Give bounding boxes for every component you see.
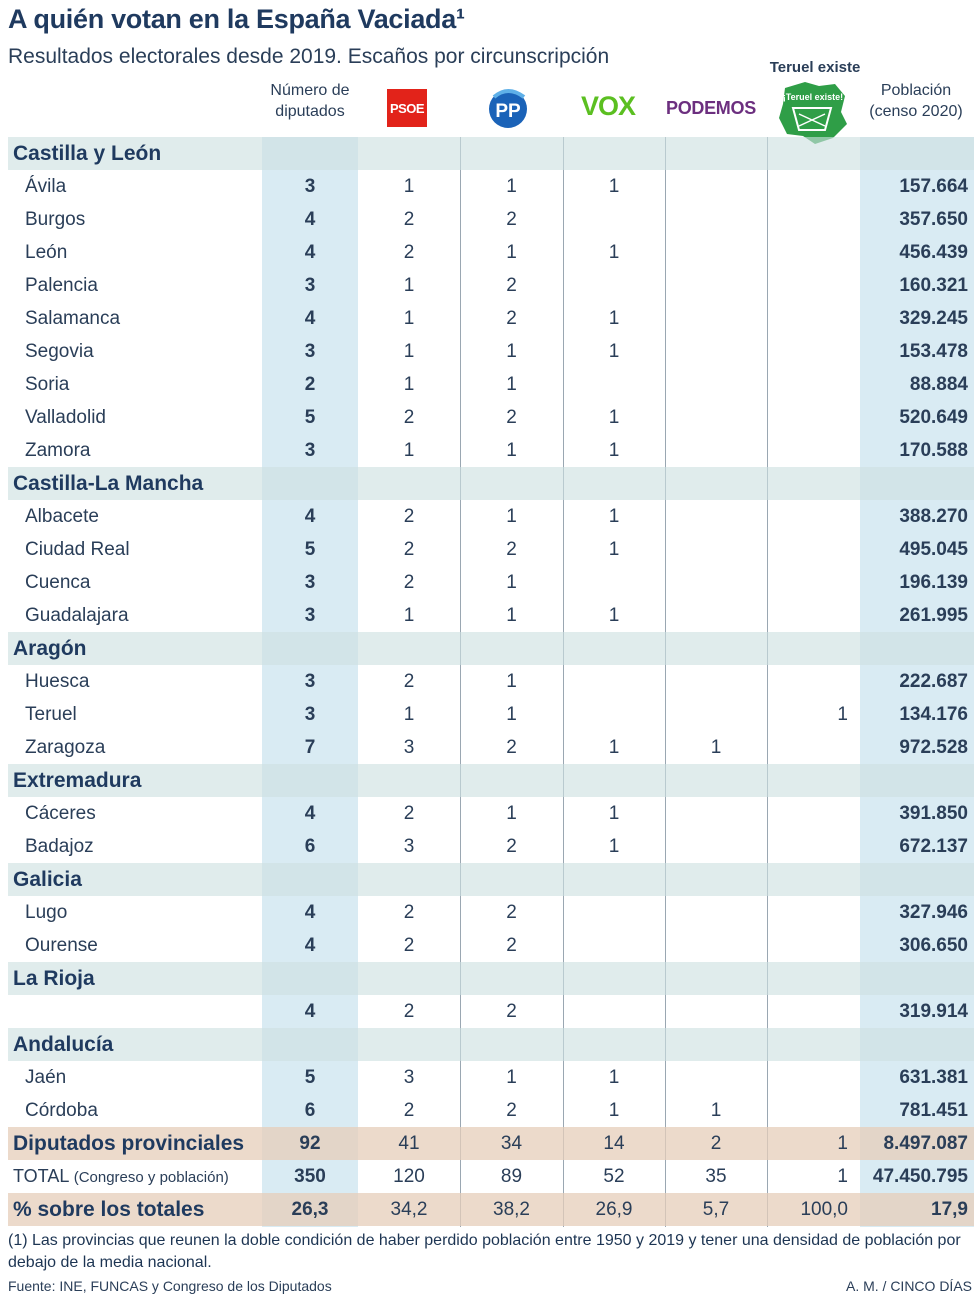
vox-logo: VOX — [581, 91, 636, 121]
cell-num: 6 — [304, 836, 316, 857]
cell-vox: 1 — [608, 605, 620, 626]
cell-psoe: 3 — [403, 1067, 415, 1088]
pp-logo-text: PP — [495, 101, 521, 122]
cell-pp: 2 — [506, 308, 517, 329]
province-label: León — [25, 242, 68, 263]
cell-vox: 1 — [608, 308, 620, 329]
cell-pop: 17,9 — [931, 1199, 968, 1220]
cell-pp: 2 — [506, 539, 517, 560]
summary-row-total — [8, 1160, 974, 1193]
cell-vox — [563, 269, 665, 302]
cell-vox — [563, 995, 665, 1028]
cell-ter: 1 — [837, 1166, 848, 1187]
cell-num: 4 — [304, 209, 316, 230]
cell-pop: 88.884 — [909, 374, 968, 395]
cell-pod — [665, 665, 767, 698]
cell-vox: 1 — [608, 176, 620, 197]
cell-psoe: 1 — [403, 176, 415, 197]
cell-num: 6 — [304, 1100, 316, 1121]
cell-pod — [665, 368, 767, 401]
region-row — [8, 962, 974, 995]
province-label: Jaén — [25, 1067, 67, 1088]
cell-pop: 319.914 — [899, 1001, 968, 1022]
cell-pp: 1 — [506, 704, 517, 725]
table-row — [8, 434, 974, 467]
cell-pp: 2 — [506, 209, 517, 230]
cell-pop: 170.588 — [899, 440, 968, 461]
page-title: A quién votan en la España Vaciada¹ — [8, 4, 465, 34]
cell-psoe: 2 — [403, 902, 415, 923]
header-num-diputados: Número de diputados — [270, 82, 350, 120]
cell-pp: 89 — [500, 1166, 523, 1187]
cell-ter — [767, 500, 860, 533]
province-label: Soria — [25, 374, 70, 395]
province-label: Burgos — [25, 209, 86, 230]
cell-num: 5 — [304, 539, 316, 560]
cell-vox: 1 — [608, 1067, 620, 1088]
cell-pop: 781.451 — [899, 1100, 968, 1121]
cell-pop: 134.176 — [899, 704, 968, 725]
summary-label — [13, 1127, 244, 1160]
cell-num: 2 — [304, 374, 316, 395]
cell-ter — [767, 302, 860, 335]
cell-psoe: 2 — [403, 935, 415, 956]
cell-vox: 1 — [608, 407, 620, 428]
province-label: Córdoba — [25, 1100, 98, 1121]
cell-pop: 47.450.795 — [872, 1166, 968, 1187]
cell-num: 3 — [304, 671, 316, 692]
cell-pp: 1 — [506, 440, 517, 461]
header-poblacion: Población (censo 2020) — [869, 82, 963, 120]
table-row — [8, 269, 974, 302]
cell-pod — [665, 1061, 767, 1094]
cell-pp: 2 — [506, 1100, 517, 1121]
table-row — [8, 500, 974, 533]
cell-ter — [767, 1094, 860, 1127]
cell-pod — [665, 302, 767, 335]
cell-num: 4 — [304, 935, 316, 956]
cell-ter — [767, 170, 860, 203]
cell-psoe: 1 — [403, 704, 415, 725]
cell-pop: 391.850 — [899, 803, 968, 824]
cell-ter — [767, 797, 860, 830]
cell-psoe: 2 — [403, 506, 415, 527]
cell-ter — [767, 203, 860, 236]
summary-label — [13, 1193, 204, 1226]
cell-psoe: 1 — [403, 341, 415, 362]
cell-vox — [563, 698, 665, 731]
cell-ter — [767, 929, 860, 962]
province-label: Cuenca — [25, 572, 91, 593]
cell-pp: 1 — [506, 374, 517, 395]
cell-num: 4 — [304, 1001, 316, 1022]
cell-pp: 1 — [506, 572, 517, 593]
teruel-logo-text: ¡Teruel existe! — [782, 92, 844, 102]
cell-pp: 2 — [506, 737, 517, 758]
province-label: Valladolid — [25, 407, 106, 428]
cell-pop: 157.664 — [899, 176, 968, 197]
table-row — [8, 929, 974, 962]
cell-pop: 222.687 — [899, 671, 968, 692]
cell-psoe: 2 — [403, 572, 415, 593]
table-row — [8, 533, 974, 566]
province-label: Segovia — [25, 341, 94, 362]
cell-num: 4 — [304, 242, 316, 263]
cell-num: 350 — [294, 1166, 326, 1187]
cell-pop: 153.478 — [899, 341, 968, 362]
cell-pod — [665, 797, 767, 830]
province-label: Zaragoza — [25, 737, 106, 758]
cell-num: 4 — [304, 803, 316, 824]
table-row — [8, 566, 974, 599]
summary-label-text: % sobre los totales — [13, 1198, 205, 1221]
cell-pop: 261.995 — [899, 605, 968, 626]
cell-psoe: 2 — [403, 407, 415, 428]
cell-psoe: 1 — [403, 440, 415, 461]
summary-row-pct — [8, 1193, 974, 1226]
province-label: Teruel — [25, 704, 77, 725]
cell-psoe: 1 — [403, 605, 415, 626]
table-row — [8, 236, 974, 269]
cell-ter: 100,0 — [800, 1199, 848, 1220]
region-row — [8, 632, 974, 665]
cell-pp: 1 — [506, 506, 517, 527]
cell-vox — [563, 665, 665, 698]
province-label: Palencia — [25, 275, 98, 296]
region-row — [8, 764, 974, 797]
credit-note: A. M. / CINCO DÍAS — [845, 1278, 972, 1294]
cell-pop: 631.381 — [899, 1067, 968, 1088]
cell-pop: 972.528 — [899, 737, 968, 758]
cell-pod: 35 — [705, 1166, 727, 1187]
province-label: Salamanca — [25, 308, 121, 329]
cell-num: 3 — [304, 572, 316, 593]
cell-pod — [665, 401, 767, 434]
cell-pop: 388.270 — [899, 506, 968, 527]
table-row — [8, 401, 974, 434]
cell-pp: 34 — [500, 1133, 523, 1154]
cell-pod — [665, 203, 767, 236]
region-row — [8, 863, 974, 896]
cell-ter: 1 — [837, 704, 848, 725]
table-row — [8, 368, 974, 401]
summary-label-note: (Congreso y población) — [73, 1169, 229, 1186]
cell-psoe: 2 — [403, 1100, 415, 1121]
province-label: Huesca — [25, 671, 90, 692]
cell-pop: 306.650 — [899, 935, 968, 956]
cell-ter — [767, 995, 860, 1028]
cell-vox: 1 — [608, 803, 620, 824]
header-teruel-existe: Teruel existe — [769, 59, 861, 76]
summary-label-text: Diputados provinciales — [13, 1132, 245, 1155]
cell-vox: 14 — [603, 1133, 625, 1154]
summary-row-provincial — [8, 1127, 974, 1160]
cell-psoe: 1 — [403, 308, 415, 329]
province-label: Ávila — [25, 176, 67, 197]
cell-num: 3 — [304, 440, 316, 461]
cell-vox: 52 — [603, 1166, 625, 1187]
cell-pod — [665, 533, 767, 566]
cell-vox: 1 — [608, 539, 620, 560]
province-label: Zamora — [25, 440, 91, 461]
cell-psoe: 1 — [403, 275, 415, 296]
table-row — [8, 995, 974, 1028]
cell-pp: 1 — [506, 242, 517, 263]
cell-pp: 2 — [506, 836, 517, 857]
cell-pp: 1 — [506, 803, 517, 824]
cell-ter — [767, 533, 860, 566]
table-row — [8, 665, 974, 698]
cell-pod — [665, 599, 767, 632]
cell-num: 3 — [304, 341, 316, 362]
cell-ter — [767, 368, 860, 401]
cell-pp: 1 — [506, 341, 517, 362]
cell-psoe: 3 — [403, 737, 415, 758]
cell-num: 4 — [304, 506, 316, 527]
cell-psoe: 34,2 — [390, 1199, 428, 1220]
region-label: Extremadura — [13, 769, 142, 792]
podemos-logo: PODEMOS — [666, 98, 756, 118]
province-label: Badajoz — [25, 836, 94, 857]
province-label: Albacete — [25, 506, 99, 527]
cell-pod: 5,7 — [702, 1199, 730, 1220]
cell-pp: 38,2 — [493, 1199, 530, 1220]
cell-ter — [767, 566, 860, 599]
cell-ter — [767, 599, 860, 632]
cell-pod — [665, 170, 767, 203]
cell-vox: 1 — [608, 1100, 620, 1121]
table-row — [8, 830, 974, 863]
cell-ter: 1 — [837, 1133, 848, 1154]
cell-ter — [767, 236, 860, 269]
province-label: Cáceres — [25, 803, 96, 824]
cell-pp: 1 — [506, 605, 517, 626]
cell-num: 5 — [304, 407, 316, 428]
region-label: Aragón — [13, 637, 87, 660]
psoe-logo: PSOE — [387, 89, 427, 127]
cell-psoe: 2 — [403, 803, 415, 824]
table-row — [8, 1061, 974, 1094]
table-row — [8, 698, 974, 731]
cell-psoe: 2 — [403, 1001, 415, 1022]
cell-psoe: 2 — [403, 242, 415, 263]
cell-pop: 329.245 — [899, 308, 968, 329]
cell-pod — [665, 500, 767, 533]
cell-ter — [767, 896, 860, 929]
table-row — [8, 896, 974, 929]
cell-pod — [665, 269, 767, 302]
cell-ter — [767, 731, 860, 764]
cell-vox: 1 — [608, 341, 620, 362]
cell-num: 5 — [304, 1067, 316, 1088]
cell-ter — [767, 269, 860, 302]
cell-num: 26,3 — [291, 1199, 329, 1220]
cell-psoe: 41 — [398, 1133, 420, 1154]
region-row — [8, 467, 974, 500]
cell-num: 3 — [304, 704, 316, 725]
cell-pod — [665, 995, 767, 1028]
cell-pod: 1 — [710, 737, 722, 758]
table-row — [8, 170, 974, 203]
cell-pop: 196.139 — [899, 572, 968, 593]
cell-ter — [767, 830, 860, 863]
cell-pp: 2 — [506, 935, 517, 956]
cell-ter — [767, 434, 860, 467]
cell-pod — [665, 929, 767, 962]
cell-vox: 1 — [608, 242, 620, 263]
cell-pop: 495.045 — [899, 539, 968, 560]
cell-num: 4 — [304, 308, 316, 329]
cell-num: 3 — [304, 605, 316, 626]
cell-pod — [665, 434, 767, 467]
cell-psoe: 1 — [403, 374, 415, 395]
region-label: Castilla-La Mancha — [13, 472, 204, 495]
cell-pp: 2 — [506, 407, 517, 428]
province-label: Ourense — [25, 935, 98, 956]
cell-ter — [767, 335, 860, 368]
cell-psoe: 2 — [403, 539, 415, 560]
cell-pp: 2 — [506, 1001, 517, 1022]
table-row — [8, 335, 974, 368]
summary-label — [13, 1160, 229, 1193]
table-row — [8, 599, 974, 632]
cell-vox — [563, 566, 665, 599]
cell-vox: 26,9 — [595, 1199, 633, 1220]
table-row — [8, 731, 974, 764]
cell-vox — [563, 929, 665, 962]
region-row — [8, 137, 974, 170]
cell-pp: 2 — [506, 902, 517, 923]
cell-vox: 1 — [608, 506, 620, 527]
cell-pod — [665, 830, 767, 863]
cell-pop: 456.439 — [899, 242, 968, 263]
cell-ter — [767, 665, 860, 698]
footnote: (1) Las provincias que reunen la doble condición de haber perdido población entre 1950 y 2019 y tener una densidad de población por debajo de la media nacional. — [8, 1232, 961, 1271]
cell-psoe: 2 — [403, 671, 415, 692]
cell-ter — [767, 1061, 860, 1094]
table-row — [8, 203, 974, 236]
province-label: Guadalajara — [25, 605, 129, 626]
page-subtitle: Resultados electorales desde 2019. Escaños por circunscripción — [8, 45, 610, 68]
cell-pod — [665, 236, 767, 269]
cell-vox — [563, 368, 665, 401]
cell-pod — [665, 896, 767, 929]
cell-pp: 1 — [506, 176, 517, 197]
cell-psoe: 2 — [403, 209, 415, 230]
teruel-existe-logo — [775, 78, 851, 146]
cell-num: 92 — [299, 1133, 321, 1154]
cell-pp: 1 — [506, 1067, 517, 1088]
pp-logo — [486, 87, 530, 129]
cell-pop: 327.946 — [899, 902, 968, 923]
cell-vox — [563, 203, 665, 236]
province-label: Lugo — [25, 902, 68, 923]
region-label: Andalucía — [13, 1033, 114, 1056]
cell-num: 3 — [304, 275, 316, 296]
table-row — [8, 302, 974, 335]
cell-pop: 8.497.087 — [883, 1133, 968, 1154]
cell-pop: 160.321 — [899, 275, 968, 296]
cell-pod — [665, 335, 767, 368]
cell-pod — [665, 566, 767, 599]
cell-num: 4 — [304, 902, 316, 923]
cell-vox: 1 — [608, 836, 620, 857]
cell-pp: 2 — [506, 275, 517, 296]
cell-vox: 1 — [608, 737, 620, 758]
region-row — [8, 1028, 974, 1061]
cell-pop: 672.137 — [899, 836, 968, 857]
region-label: Galicia — [13, 868, 82, 891]
cell-vox: 1 — [608, 440, 620, 461]
cell-num: 7 — [304, 737, 316, 758]
cell-pod: 1 — [710, 1100, 722, 1121]
region-label: Castilla y León — [13, 142, 162, 165]
cell-psoe: 3 — [403, 836, 415, 857]
cell-vox — [563, 896, 665, 929]
cell-pp: 1 — [506, 671, 517, 692]
table-row — [8, 1094, 974, 1127]
cell-pod — [665, 698, 767, 731]
cell-psoe: 120 — [393, 1166, 425, 1187]
region-label: La Rioja — [13, 967, 95, 990]
cell-pop: 520.649 — [899, 407, 968, 428]
table-row — [8, 797, 974, 830]
summary-label-text: TOTAL — [13, 1166, 69, 1186]
source-note: Fuente: INE, FUNCAS y Congreso de los Diputados — [8, 1278, 332, 1294]
cell-pod: 2 — [710, 1133, 722, 1154]
cell-num: 3 — [304, 176, 316, 197]
province-label: Ciudad Real — [25, 539, 130, 560]
cell-ter — [767, 401, 860, 434]
cell-pop: 357.650 — [899, 209, 968, 230]
